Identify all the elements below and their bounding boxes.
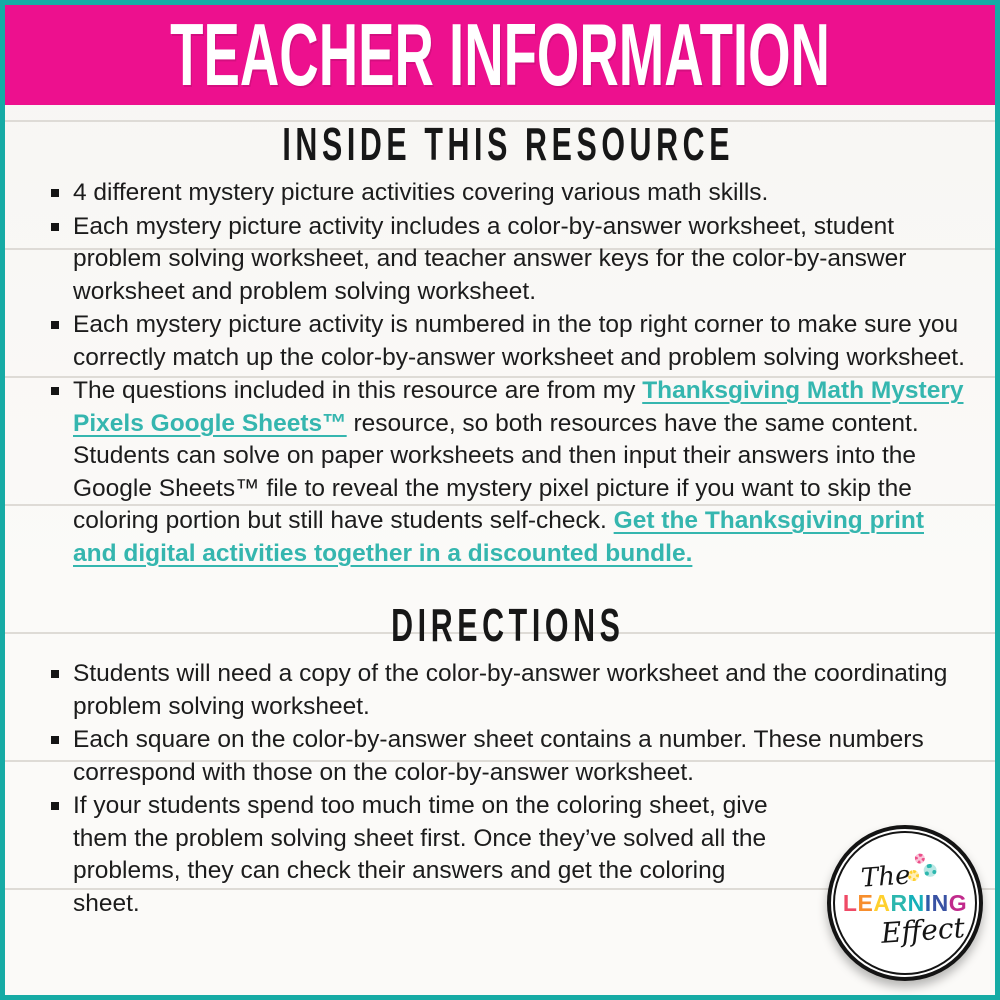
logo-letter: G (948, 889, 968, 916)
list-item (73, 211, 965, 309)
directions-heading (51, 594, 965, 658)
link-discounted-bundle[interactable]: Get the Thanksgiving print and digital activities together in a discounted bundle. (73, 507, 924, 567)
directions-list (51, 658, 968, 920)
section-inside-this-resource (51, 105, 965, 570)
inside-resource-heading-text: INSIDE THIS RESOURCE (282, 118, 734, 170)
link-thanksgiving-math-mystery-pixels[interactable]: Thanksgiving Math Mystery Pixels Google Sheets™ (73, 377, 964, 437)
list-item (73, 724, 965, 789)
bullet-text: Each mystery picture activity is numbered in the top right corner to make sure you correctly match up the color-by-answer worksheet and problem solving worksheet. (73, 311, 965, 371)
logo-letter: L (842, 889, 858, 916)
bullet-text: Each square on the color-by-answer sheet contains a number. These numbers correspond with those on the color-by-answer worksheet. (73, 726, 924, 786)
bullet-text: Students will need a copy of the color-by-answer worksheet and the coordinating problem solving worksheet. (73, 660, 948, 720)
logo-letter: I (924, 889, 932, 916)
inside-resource-heading (51, 105, 965, 177)
header-banner (5, 5, 995, 105)
bullet-text: resource, so both resources have the same content. Students can solve on paper worksheets and then input their answers into the Google Sheets™ file to reveal the mystery pixel picture if you want to skip the coloring portion but still have students self-check. (73, 409, 919, 534)
logo-letter: N (907, 889, 925, 916)
bullet-text: 4 different mystery picture activities covering various math skills. (73, 179, 769, 206)
logo-letter: R (890, 889, 908, 916)
list-item (73, 658, 965, 723)
gear-icon (915, 853, 926, 864)
gear-icon (908, 869, 920, 881)
bullet-text: Each mystery picture activity includes a color-by-answer worksheet, student problem solving worksheet, and teacher answer keys for the color-by-answer worksheet and problem solving worksheet. (73, 212, 907, 305)
section-directions (51, 594, 968, 920)
logo-letter: N (931, 889, 949, 916)
logo-letter: E (857, 889, 874, 916)
logo-letter: A (873, 889, 891, 916)
gear-icon (924, 863, 938, 877)
page-title: TEACHER INFORMATION (170, 5, 830, 104)
list-item (73, 375, 965, 570)
page-content (5, 105, 995, 920)
bullet-text: If your students spend too much time on the coloring sheet, give them the problem solving sheet first. Once they’ve solved all the problems, they can check their answers and get the coloring sheet. (73, 792, 768, 917)
inside-resource-list (51, 177, 965, 570)
learning-effect-logo (827, 825, 983, 981)
logo-the-text: The (860, 859, 912, 894)
bullet-text: The questions included in this resource are from my (73, 377, 643, 404)
logo-word-effect: Effect (880, 910, 966, 950)
list-item (73, 177, 965, 210)
directions-heading-text: DIRECTIONS (391, 599, 625, 651)
list-item (73, 309, 965, 374)
logo-word-learning (842, 889, 968, 916)
gear-icons (905, 852, 941, 888)
logo-word-the (860, 859, 912, 894)
